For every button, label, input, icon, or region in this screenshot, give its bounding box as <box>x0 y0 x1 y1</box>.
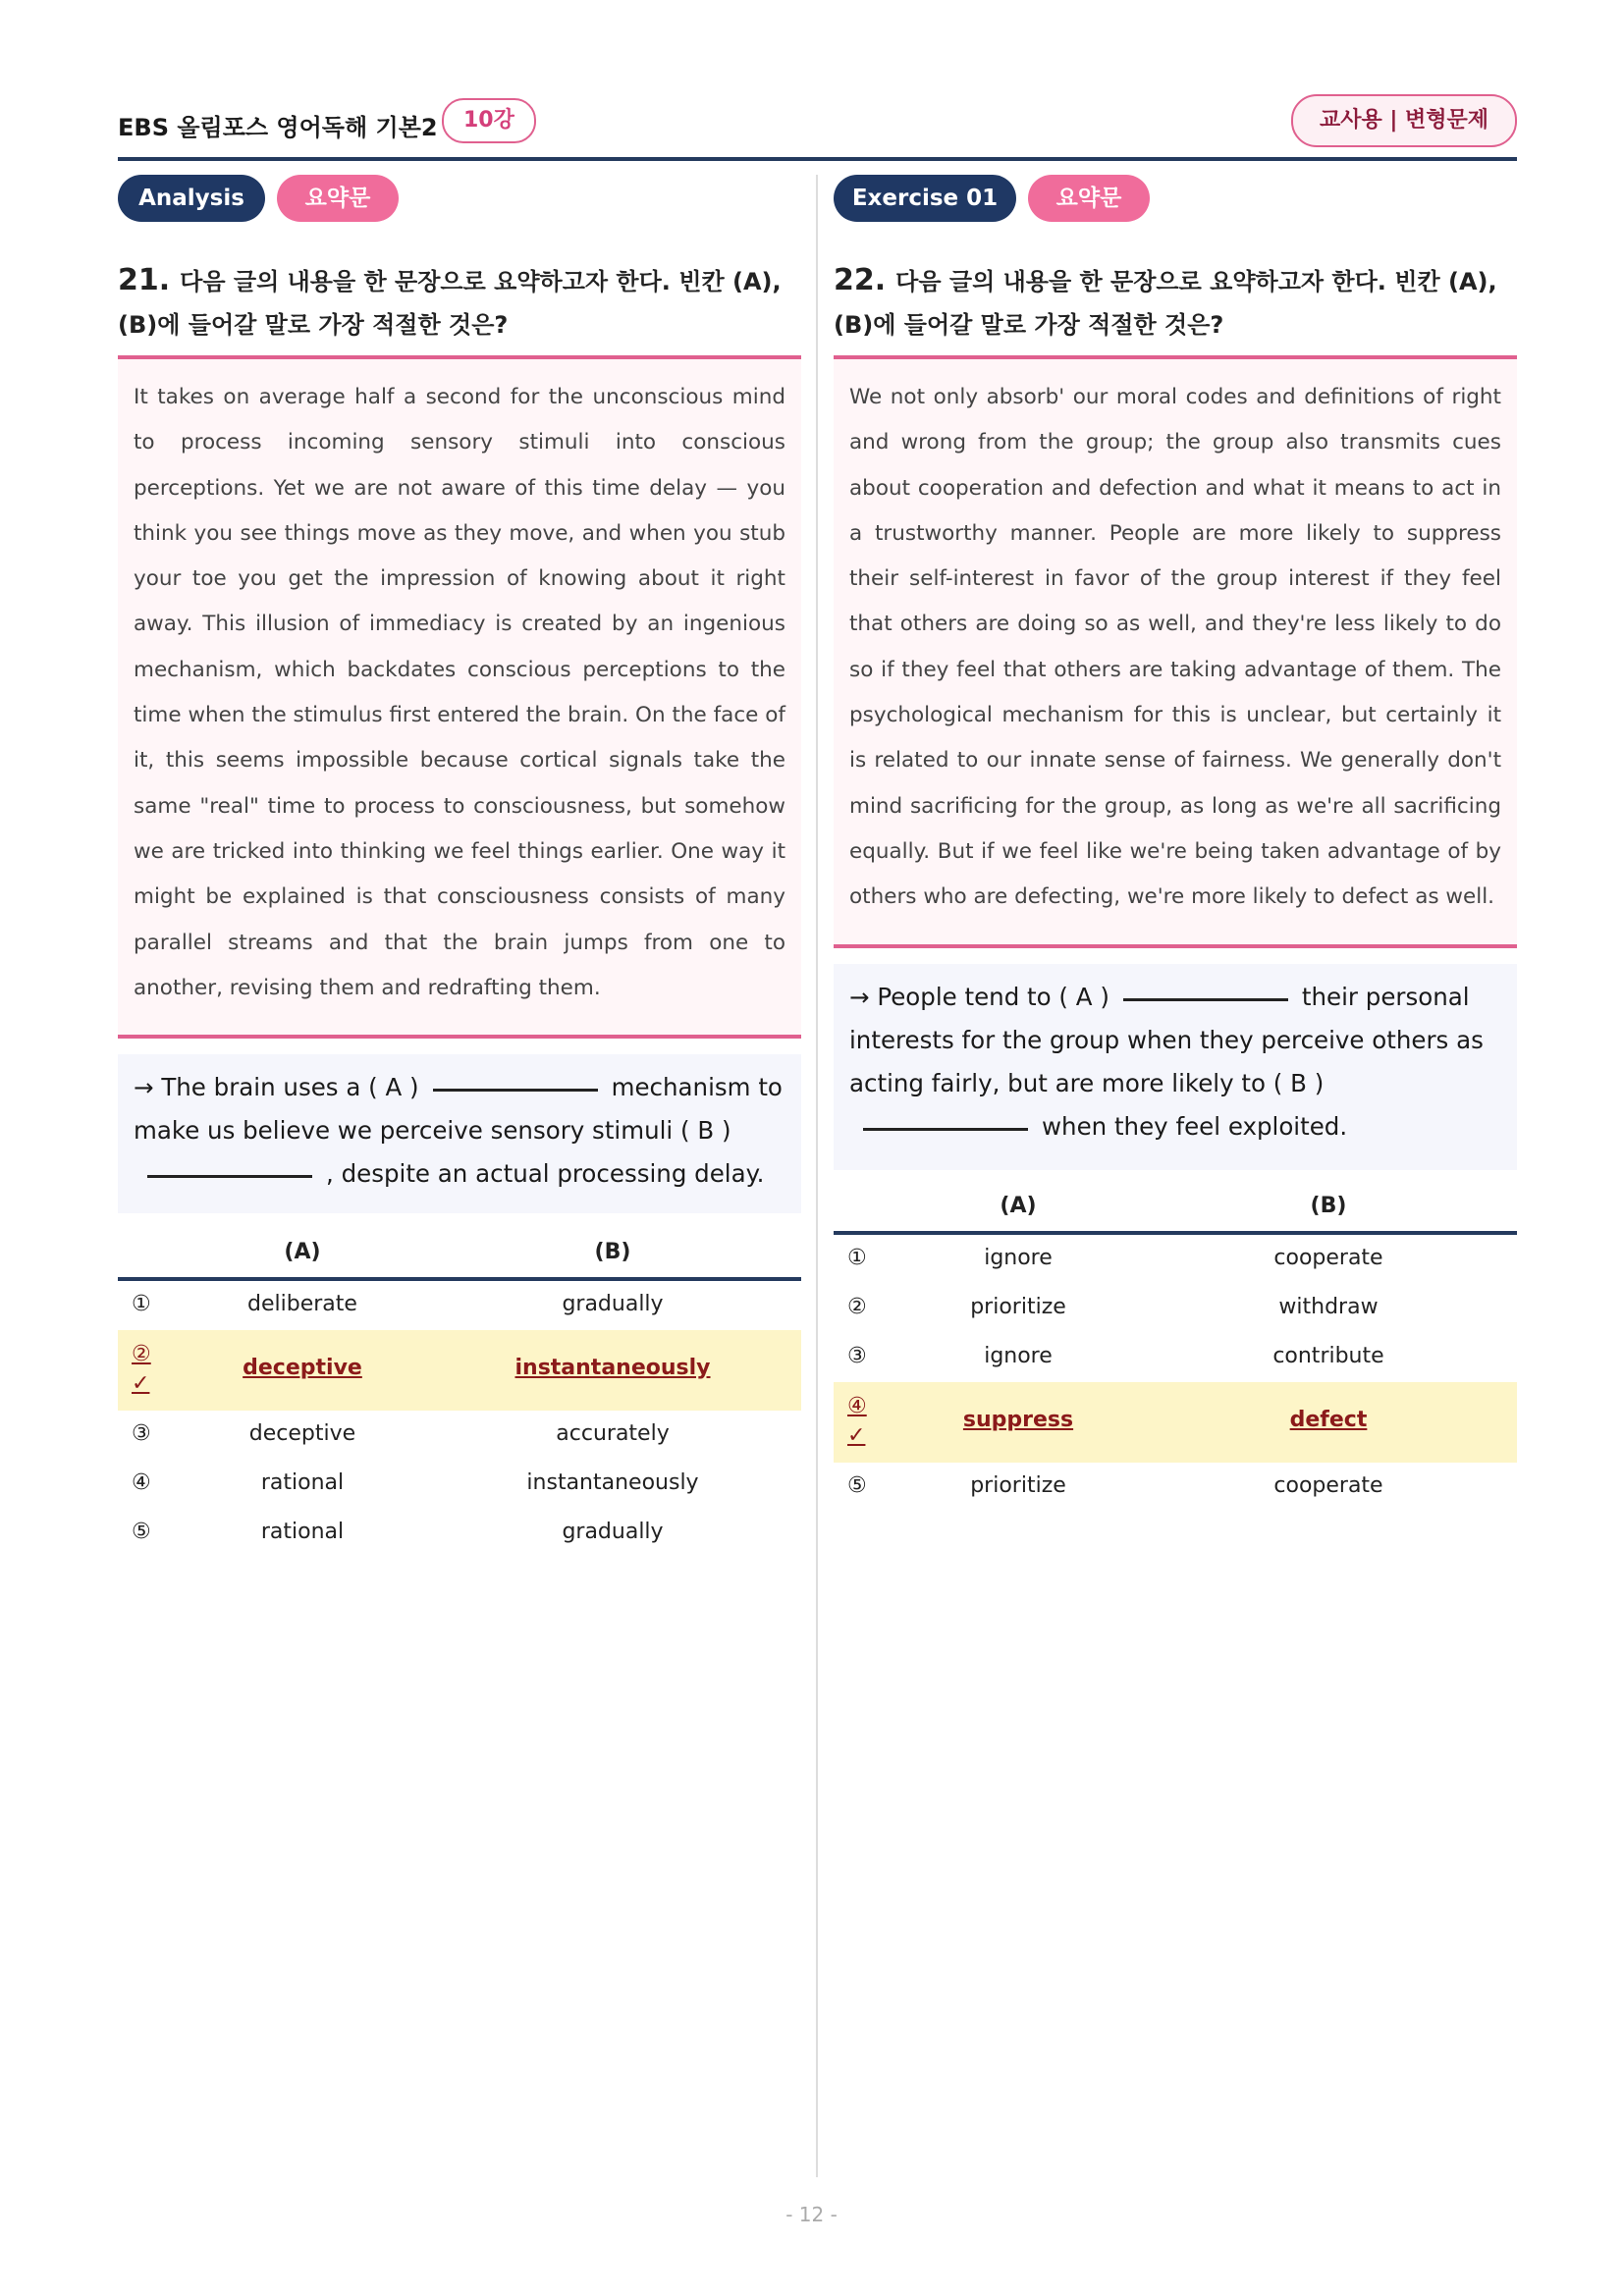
choice-number: ③ <box>847 1344 867 1368</box>
header-rule <box>118 157 1517 161</box>
col-a-header: (A) <box>284 1240 321 1264</box>
summary-part-3: , despite an actual processing delay. <box>326 1159 765 1188</box>
choice-row[interactable] <box>834 1235 1517 1284</box>
choice-a: deliberate <box>247 1292 357 1316</box>
summary-tag: 요약문 <box>1028 175 1150 222</box>
choice-a: prioritize <box>970 1473 1066 1498</box>
analysis-tag: Analysis <box>118 175 265 222</box>
summary-part-2: their personal interests for the group when they perceive others as acting fairly, but are more likely to ( B ) <box>849 983 1484 1097</box>
summary-part-2: mechanism to make us believe we perceive sensory stimuli ( B ) <box>134 1073 783 1145</box>
lesson-badge: 10강 <box>442 98 536 143</box>
choice-b: withdraw <box>1278 1295 1379 1319</box>
choice-a: suppress <box>962 1408 1074 1432</box>
choice-a: prioritize <box>970 1295 1066 1319</box>
choice-row-answer[interactable] <box>118 1330 801 1411</box>
choice-b: defect <box>1289 1408 1368 1432</box>
choice-row[interactable] <box>834 1333 1517 1382</box>
choice-number: ① <box>847 1246 867 1270</box>
choice-number: ⑤ <box>847 1473 867 1498</box>
choice-number: ① <box>132 1292 151 1316</box>
left-column <box>118 175 801 1544</box>
page-header <box>118 94 1517 159</box>
choice-number: ⑤ <box>132 1520 151 1544</box>
choice-b: cooperate <box>1273 1246 1383 1270</box>
tag-row <box>118 175 801 224</box>
question-text: 다음 글의 내용을 한 문장으로 요약하고자 한다. 빈칸 (A), (B)에 들어갈 말로 가장 적절한 것은? <box>118 268 782 339</box>
choice-number: ② <box>847 1295 867 1319</box>
choice-b: contribute <box>1272 1344 1384 1368</box>
choice-row[interactable] <box>118 1281 801 1330</box>
choice-a: deceptive <box>248 1421 356 1446</box>
choice-a: ignore <box>984 1344 1053 1368</box>
doc-title: EBS 올림포스 영어독해 기본2 <box>118 114 438 141</box>
choice-table <box>834 1184 1517 1512</box>
passage-box: It takes on average half a second for the unconscious mind to process incoming sensory stimuli into conscious perceptions. Yet we are not aware of this time delay — you think you see things move as they move, and when you stub your toe you get the impression of knowing about it right away. This illusion of immediacy is created by an ingenious mechanism, which backdates conscious perceptions to the time when the stimulus first entered the brain. On the face of it, this seems impossible because cortical signals take the same "real" time to process to consciousness, but somehow we are tricked into thinking we feel things earlier. One way it might be explained is that consciousness consists of many parallel streams and that the brain jumps from one to another, revising them and redrafting them. <box>118 355 801 1039</box>
choice-table <box>118 1230 801 1558</box>
choice-row[interactable] <box>118 1460 801 1509</box>
summary-sentence <box>834 964 1517 1170</box>
choice-a: rational <box>260 1470 345 1495</box>
choice-row[interactable] <box>834 1463 1517 1512</box>
choice-a: ignore <box>984 1246 1053 1270</box>
summary-sentence <box>118 1054 801 1213</box>
summary-part-1: → People tend to ( A ) <box>849 983 1109 1011</box>
summary-part-1: → The brain uses a ( A ) <box>134 1073 419 1101</box>
choice-b: cooperate <box>1273 1473 1383 1498</box>
choice-number: ③ <box>132 1421 151 1446</box>
choice-b: gradually <box>562 1292 664 1316</box>
choice-number: ④ <box>132 1470 151 1495</box>
question-21 <box>118 259 801 347</box>
choice-b: gradually <box>562 1520 664 1544</box>
choice-a: rational <box>260 1520 345 1544</box>
col-a-header: (A) <box>1000 1194 1037 1218</box>
passage-box: We not only absorb' our moral codes and definitions of right and wrong from the group; the group also transmits cues about cooperation and defection and what it means to act in a trustworthy manner. People are more likely to suppress their self-interest in favor of the group interest if they feel that others are doing so as well, and they're less likely to do so if they feel that others are taking advantage of them. The psychological mechanism for this is unclear, but certainly it is related to our innate sense of fairness. We generally don't mind sacrificing for the group, as long as we're all sacrificing equally. But if we feel like we're being taken advantage of by others who are defecting, we're more likely to defect as well. <box>834 355 1517 948</box>
choice-row-answer[interactable] <box>834 1382 1517 1463</box>
blank-b <box>863 1128 1028 1131</box>
page-number: - 12 - <box>785 2203 838 2226</box>
blank-a <box>1123 998 1288 1001</box>
choice-row[interactable] <box>118 1509 801 1558</box>
choice-number: ④ ✓ <box>847 1394 867 1448</box>
question-text: 다음 글의 내용을 한 문장으로 요약하고자 한다. 빈칸 (A), (B)에 들어갈 말로 가장 적절한 것은? <box>834 268 1497 339</box>
choice-table-header <box>118 1230 801 1281</box>
choice-b: accurately <box>556 1421 670 1446</box>
col-b-header: (B) <box>594 1240 631 1264</box>
choice-table-header <box>834 1184 1517 1235</box>
tag-row <box>834 175 1517 224</box>
choice-a: deceptive <box>243 1356 362 1380</box>
summary-part-3: when they feel exploited. <box>1042 1112 1348 1141</box>
question-number: 22. <box>834 263 887 297</box>
check-icon: ✓ <box>847 1423 866 1448</box>
blank-b <box>147 1175 312 1178</box>
col-b-header: (B) <box>1310 1194 1347 1218</box>
question-number: 21. <box>118 263 171 297</box>
choice-b: instantaneously <box>514 1356 711 1380</box>
choice-number: ② ✓ <box>132 1342 151 1396</box>
column-divider <box>816 175 818 2177</box>
choice-b: instantaneously <box>526 1470 699 1495</box>
choice-row[interactable] <box>118 1411 801 1460</box>
summary-tag: 요약문 <box>277 175 399 222</box>
blank-a <box>433 1089 598 1092</box>
exercise-tag: Exercise 01 <box>834 175 1016 222</box>
check-icon: ✓ <box>132 1371 150 1396</box>
teacher-badge: 교사용 | 변형문제 <box>1291 94 1517 147</box>
question-22 <box>834 259 1517 347</box>
right-column <box>834 175 1517 1498</box>
choice-row[interactable] <box>834 1284 1517 1333</box>
